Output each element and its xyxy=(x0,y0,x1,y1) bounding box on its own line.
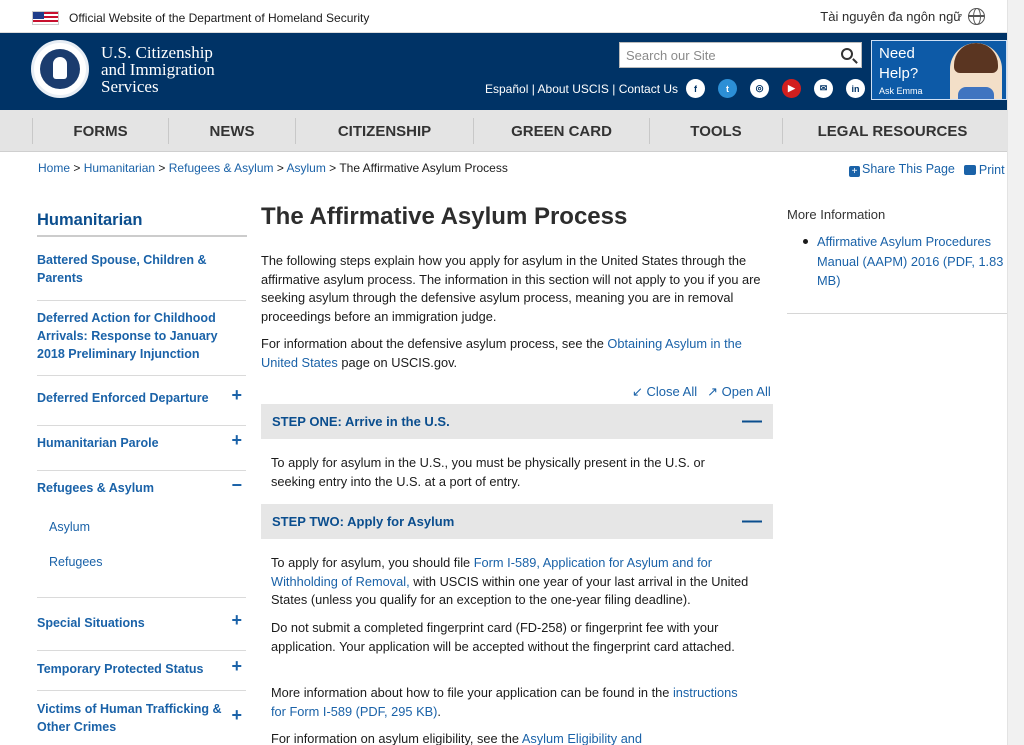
divider: | xyxy=(531,82,538,96)
sidebar-item-deferred-enforced-departure[interactable] xyxy=(37,385,246,426)
official-website-text: Official Website of the Department of Homeland Security xyxy=(69,11,370,25)
page-title: The Affirmative Asylum Process xyxy=(261,203,628,230)
obtaining-asylum-link[interactable]: Obtaining Asylum in the United States xyxy=(261,336,742,370)
page-actions xyxy=(849,162,1005,177)
close-all-label: Close All xyxy=(646,384,698,399)
sidebar-item-daca[interactable] xyxy=(37,309,246,376)
defensive-paragraph xyxy=(261,335,776,372)
facebook-icon[interactable]: f xyxy=(686,79,705,98)
text-run: page on USCIS.gov. xyxy=(337,354,458,370)
sidebar-item-humanitarian-parole[interactable] xyxy=(37,430,246,471)
nav-green-card[interactable]: GREEN CARD xyxy=(474,118,650,144)
text-run: with USCIS within one year of your last arrival in the United States (unless you qualify for an exception to the one-year filing deadline). xyxy=(271,573,749,607)
breadcrumb xyxy=(38,161,508,175)
collapse-minus-icon[interactable]: — xyxy=(742,410,762,432)
emma-sub-label: Ask Emma xyxy=(879,86,923,96)
text-run: For information about the defensive asylum process, see the xyxy=(261,336,608,351)
site-search xyxy=(619,42,862,68)
emma-avatar xyxy=(950,43,1002,99)
sidebar-subitem-asylum[interactable]: Asylum xyxy=(49,520,90,534)
nav-tools[interactable]: TOOLS xyxy=(650,118,783,144)
collapse-minus-icon[interactable]: — xyxy=(742,510,762,532)
accordion-title: STEP ONE: Arrive in the U.S. xyxy=(272,414,450,429)
accordion-step-two-header[interactable] xyxy=(261,504,773,539)
expand-plus-icon[interactable]: + xyxy=(231,385,242,405)
expand-plus-icon[interactable]: + xyxy=(231,610,242,630)
expand-plus-icon[interactable]: + xyxy=(231,705,242,725)
sidebar-item-label: Temporary Protected Status xyxy=(37,662,204,676)
site-header xyxy=(0,33,1007,110)
sidebar-nav xyxy=(37,211,247,237)
collapse-minus-icon[interactable]: − xyxy=(231,475,242,495)
accordion-step-one-header[interactable] xyxy=(261,404,773,439)
share-label: Share This Page xyxy=(862,162,955,176)
sidebar-item-special-situations[interactable] xyxy=(37,610,246,651)
sidebar-item-label: Deferred Action for Childhood Arrivals: Response to January 2018 Preliminary Injunction xyxy=(37,311,218,361)
breadcrumb-separator: > xyxy=(70,161,84,175)
step-two-paragraph-4 xyxy=(271,730,751,745)
form-i589-link[interactable]: Form I-589, Application for Asylum and for Withholding of Removal, xyxy=(271,555,713,589)
nav-citizenship[interactable]: CITIZENSHIP xyxy=(296,118,474,144)
sidebar-item-label: Deferred Enforced Departure xyxy=(37,391,209,405)
open-all-label: Open All xyxy=(721,384,771,399)
breadcrumb-current: The Affirmative Asylum Process xyxy=(339,161,508,175)
print-link[interactable] xyxy=(964,163,1005,177)
nav-forms[interactable]: FORMS xyxy=(32,118,169,144)
divider xyxy=(787,313,1007,314)
bullet-icon xyxy=(803,239,808,244)
sidebar-item-label: Special Situations xyxy=(37,616,145,630)
sidebar-item-tps[interactable] xyxy=(37,656,246,691)
agency-name-line: Services xyxy=(101,77,159,96)
agency-name-logo[interactable] xyxy=(101,44,215,95)
sidebar-title[interactable]: Humanitarian xyxy=(37,211,247,237)
more-information-list xyxy=(803,232,1008,291)
print-icon xyxy=(964,165,976,175)
email-icon[interactable]: ✉ xyxy=(814,79,833,98)
main-navigation xyxy=(0,110,1007,152)
divider: | xyxy=(612,82,619,96)
about-uscis-link[interactable]: About USCIS xyxy=(537,82,609,96)
share-icon: + xyxy=(849,166,860,177)
twitter-icon[interactable]: t xyxy=(718,79,737,98)
accordion-controls xyxy=(632,384,771,400)
emma-heading xyxy=(879,44,918,84)
nav-legal-resources[interactable]: LEGAL RESOURCES xyxy=(817,122,968,140)
expand-plus-icon[interactable]: + xyxy=(231,430,242,450)
breadcrumb-humanitarian[interactable]: Humanitarian xyxy=(83,161,156,175)
share-this-page-link[interactable] xyxy=(849,162,955,177)
breadcrumb-home[interactable]: Home xyxy=(38,161,71,175)
agency-name-line: and Immigration xyxy=(101,60,215,79)
linkedin-icon[interactable]: in xyxy=(846,79,865,98)
youtube-icon[interactable]: ▶ xyxy=(782,79,801,98)
close-all-button[interactable]: ↙ Close All xyxy=(632,384,698,399)
open-all-button[interactable]: ↗ Open All xyxy=(707,384,771,399)
espanol-link[interactable]: Español xyxy=(485,82,529,96)
breadcrumb-separator: > xyxy=(325,161,340,175)
breadcrumb-separator: > xyxy=(155,161,169,175)
sidebar-item-label: Victims of Human Trafficking & Other Crimes xyxy=(37,702,222,734)
aapm-pdf-link[interactable]: Affirmative Asylum Procedures Manual (AAPM) 2016 (PDF, 1.83 MB) xyxy=(817,234,1004,288)
print-label: Print xyxy=(978,162,1005,177)
multilingual-resources-label: Tài nguyên đa ngôn ngữ xyxy=(820,9,962,24)
us-flag-icon xyxy=(32,11,59,25)
step-two-paragraph-1 xyxy=(271,554,751,610)
sidebar-item-label: Humanitarian Parole xyxy=(37,436,159,450)
text-run: To apply for asylum, you should file xyxy=(271,555,474,570)
sidebar-subitem-refugees[interactable]: Refugees xyxy=(49,555,103,569)
text-run: . xyxy=(437,703,441,719)
social-links xyxy=(686,79,865,98)
text-run: More information about how to file your application can be found in the xyxy=(271,685,673,700)
globe-icon xyxy=(968,8,985,25)
i589-instructions-link[interactable]: instructions for Form I-589 (PDF, 295 KB) xyxy=(271,685,738,719)
contact-us-link[interactable]: Contact Us xyxy=(618,82,679,96)
step-two-paragraph-2: Do not submit a completed fingerprint card (FD-258) or fingerprint fee with your application. Your application will be accepted without the fingerprint card attached. xyxy=(271,620,735,654)
search-input[interactable] xyxy=(620,43,820,67)
breadcrumb-refugees-asylum[interactable]: Refugees & Asylum xyxy=(168,161,274,175)
breadcrumb-asylum[interactable]: Asylum xyxy=(286,161,326,175)
sidebar-item-refugees-asylum[interactable] xyxy=(37,475,246,509)
expand-plus-icon[interactable]: + xyxy=(231,656,242,676)
nav-news[interactable]: NEWS xyxy=(169,118,296,144)
page-scrollbar[interactable] xyxy=(1007,0,1024,745)
multilingual-resources-link[interactable] xyxy=(820,8,985,25)
search-icon[interactable] xyxy=(841,48,853,60)
emma-need-text: Need xyxy=(879,45,915,62)
instagram-icon[interactable]: ◎ xyxy=(750,79,769,98)
emma-help-text: Help? xyxy=(879,65,919,82)
dhs-seal-logo[interactable] xyxy=(31,40,89,98)
sidebar-item-victims-trafficking[interactable] xyxy=(37,700,246,745)
agency-name-line: U.S. Citizenship xyxy=(101,43,213,62)
gov-banner xyxy=(0,0,1007,33)
sidebar-item-label: Battered Spouse, Children & Parents xyxy=(37,253,207,285)
intro-paragraph: The following steps explain how you apply for asylum in the United States through the affirmative asylum process. The information in this section will not apply to you if you are seeking asylum through the defensive asylum process, meaning you are in removal proceedings before an immigration judge. xyxy=(261,253,761,324)
sidebar-item-label: Refugees & Asylum xyxy=(37,481,154,495)
asylum-eligibility-link[interactable]: Asylum Eligibility and xyxy=(521,731,643,745)
more-information-heading: More Information xyxy=(787,207,886,222)
step-two-paragraph-3 xyxy=(271,684,751,721)
text-run: For information on asylum eligibility, see the xyxy=(271,731,522,745)
breadcrumb-separator: > xyxy=(273,161,287,175)
utility-links xyxy=(485,82,678,96)
sidebar-item-battered-spouse[interactable] xyxy=(37,251,246,301)
accordion-title: STEP TWO: Apply for Asylum xyxy=(272,514,455,529)
ask-emma-button[interactable] xyxy=(871,40,1007,100)
divider xyxy=(37,597,246,598)
step-one-body: To apply for asylum in the U.S., you must be physically present in the U.S. or seeking entry into the U.S. at a port of entry. xyxy=(271,455,705,489)
